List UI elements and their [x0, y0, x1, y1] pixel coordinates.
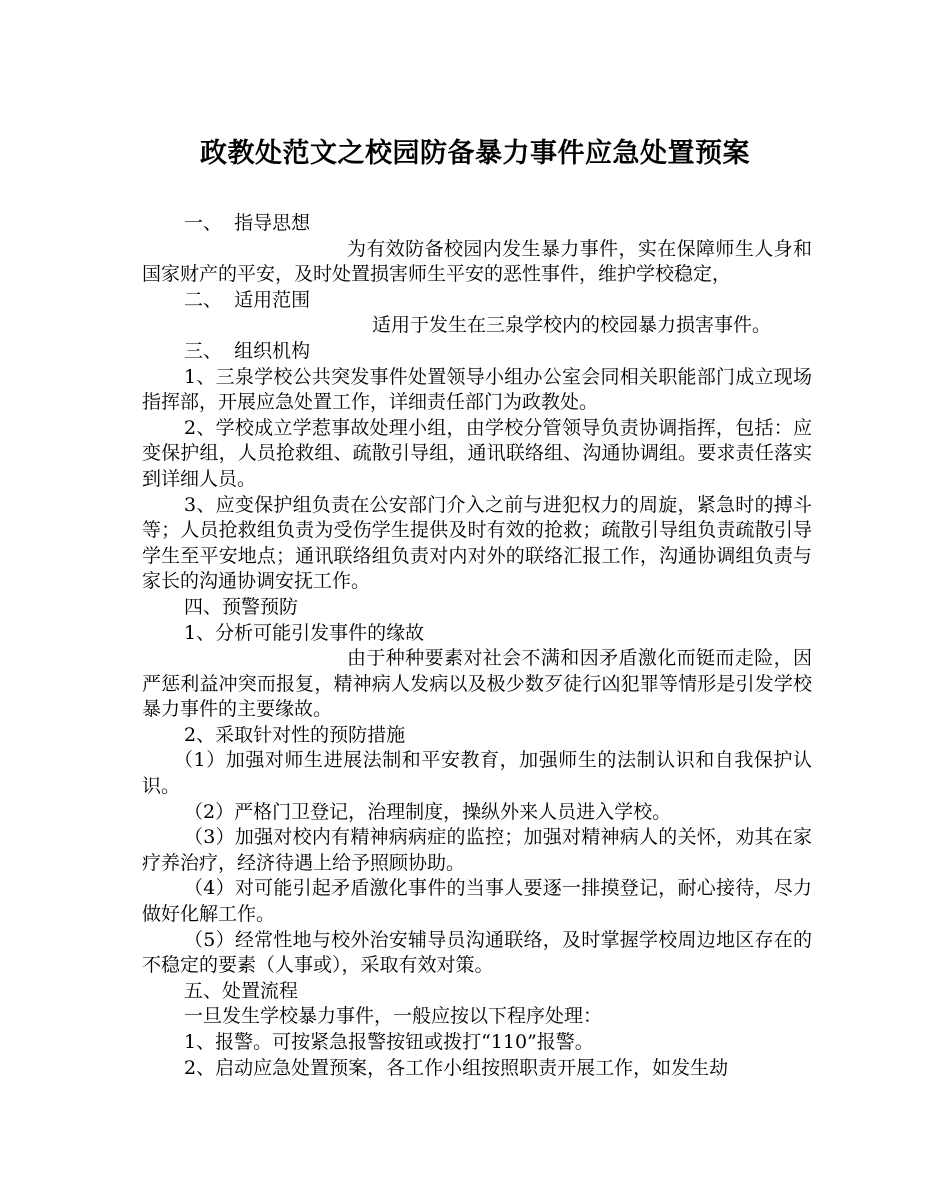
section-heading-3: 三、 组织机构: [184, 339, 311, 362]
section-heading-5: 五、处置流程: [184, 979, 299, 1002]
paragraph: 3、应变保护组负责在公安部门介入之前与进犯权力的周旋，紧急时的搏斗等；人员抢救组负责为受伤学生提供及时有效的抢救；疏散引导组负责疏散引导学生至平安地点；通讯联络组负责对内对外的联络汇报工作，沟通协调组负责与家长的沟通协调安抚工作。: [142, 493, 812, 593]
list-item: （3）加强对校内有精神病病症的监控；加强对精神病人的关怀，劝其在家疗养治疗，经济待遇上给予照顾协助。: [142, 826, 812, 874]
paragraph: 为有效防备校园内发生暴力事件，实在保障师生人身和国家财产的平安，及时处置损害师生平安的恶性事件，维护学校稳定，: [142, 237, 812, 286]
subheading: 1、分析可能引发事件的缘故: [184, 621, 425, 644]
list-item: （2）严格门卫登记，治理制度，操纵外来人员进入学校。: [184, 800, 672, 823]
list-item: （5）经常性地与校外治安辅导员沟通联络，及时掌握学校周边地区存在的不稳定的要素（人事或），采取有效对策。: [142, 928, 812, 977]
section-heading-4: 四、预警预防: [184, 595, 299, 618]
paragraph: 1、三泉学校公共突发事件处置领导小组办公室会同相关职能部门成立现场指挥部，开展应急处置工作，详细责任部门为政教处。: [142, 365, 812, 414]
subheading: 2、采取针对性的预防措施: [184, 723, 406, 746]
paragraph: 适用于发生在三泉学校内的校园暴力损害事件。: [372, 314, 772, 337]
list-item: （1）加强对师生进展法制和平安教育，加强师生的法制认识和自我保护认识。: [142, 749, 812, 798]
paragraph: 一旦发生学校暴力事件，一般应按以下程序处理：: [184, 1005, 603, 1028]
paragraph: 1、报警。可按紧急报警按钮或拨打“110”报警。: [184, 1031, 594, 1053]
document-body: [142, 211, 812, 1081]
paragraph: 2、学校成立学惹事故处理小组，由学校分管领导负责协调指挥，包括：应变保护组，人员抢救组、疏散引导组，通讯联络组、沟通协调组。要求责任落实到详细人员。: [142, 416, 812, 490]
document-title: 政教处范文之校园防备暴力事件应急处置预案: [200, 138, 750, 169]
section-heading-1: 一、 指导思想: [184, 212, 311, 234]
paragraph: 由于种种要素对社会不满和因矛盾激化而铤而走险，因严惩利益冲突而报复，精神病人发病以及极少数歹徒行凶犯罪等情形是引发学校暴力事件的主要缘故。: [142, 647, 812, 721]
paragraph: 2、启动应急处置预案，各工作小组按照职责开展工作，如发生劫: [184, 1056, 729, 1079]
section-heading-2: 二、 适用范围: [184, 288, 311, 311]
list-item: （4）对可能引起矛盾激化事件的当事人要逐一排摸登记，耐心接待，尽力做好化解工作。: [142, 877, 812, 926]
